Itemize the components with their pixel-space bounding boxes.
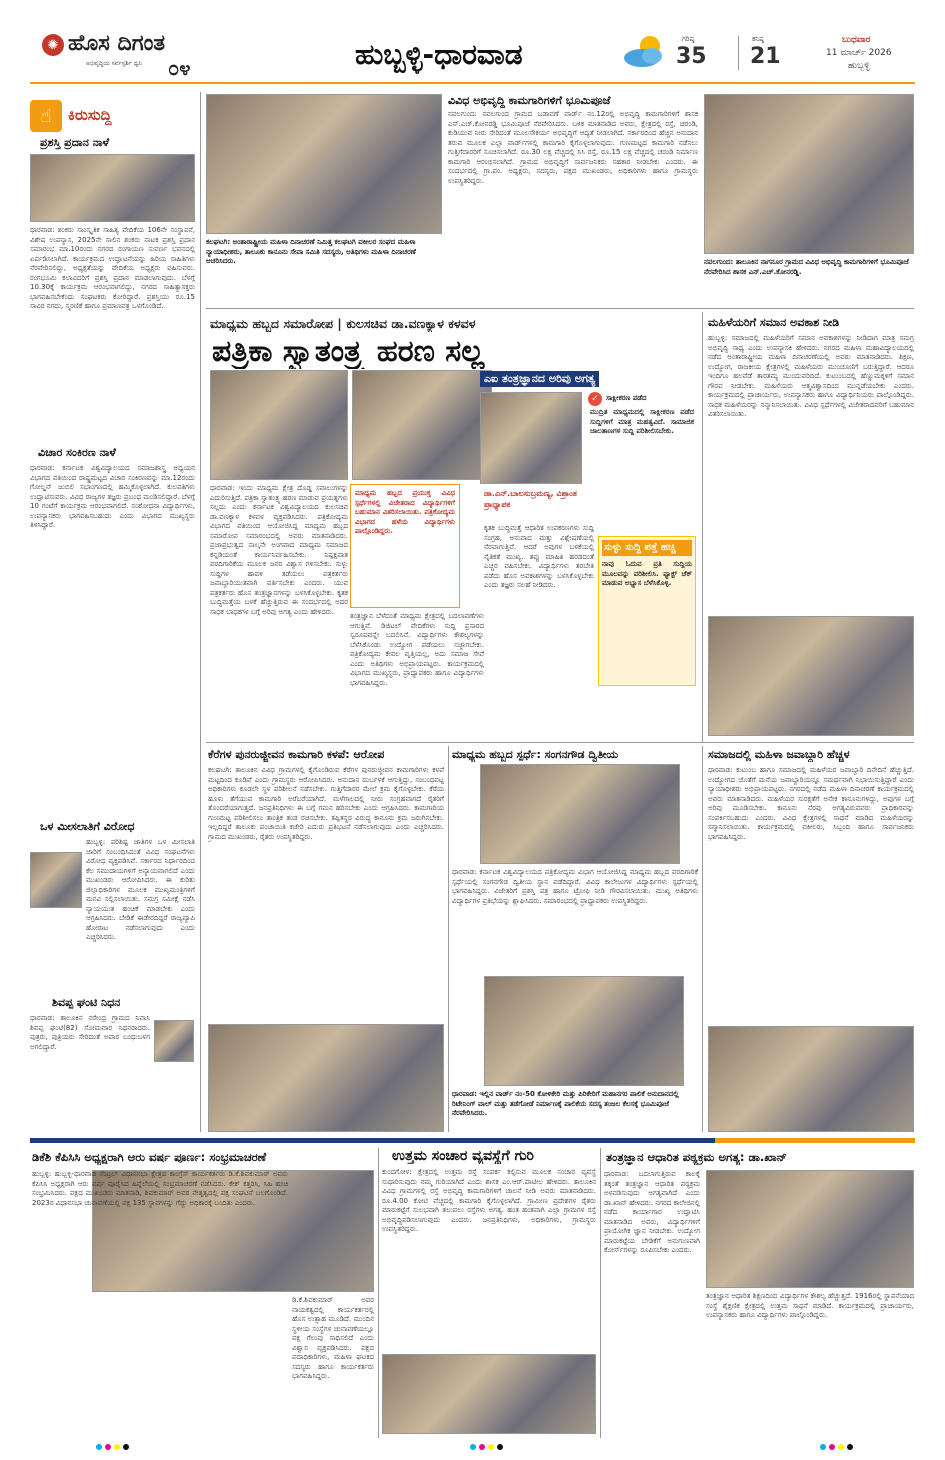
media-fest-photo <box>210 370 348 480</box>
curriculum-body-a: ಧಾರವಾಡ: ಬದಲಾಗುತ್ತಿರುವ ಕಾಲಕ್ಕೆ ತಕ್ಕಂತೆ ತಂತ್ರಜ್ಞಾನ ಆಧಾರಿತ ಪಠ್ಯಕ್ರಮ ಅಳವಡಿಸುವುದು ಅಗತ್ಯವಾಗಿದೆ ಎಂದು ಡಾ.ಖಾನ್ ಹೇಳಿದರು. ನಗರದ ಕಾಲೇಜಿನಲ್ಲಿ ನಡೆದ ಕಾರ್ಯಾಗಾರ ಉದ್ಘಾಟಿಸಿ ಮಾತನಾಡಿದ ಅವರು, ವಿದ್ಯಾರ್ಥಿಗಳಿಗೆ ಪ್ರಾಯೋಗಿಕ ಜ್ಞಾನ ನೀಡಬೇಕು. ಉದ್ಯೋಗ ಮಾರುಕಟ್ಟೆಯ ಬೇಡಿಕೆಗೆ ಅನುಗುಣವಾಗಿ ಕೋರ್ಸ್‌ಗಳನ್ನು ರೂಪಿಸಬೇಕು ಎಂದರು. <box>604 1170 700 1254</box>
badge-label: ಕಿರುಸುದ್ದಿ <box>68 106 112 124</box>
registration-marks-mid <box>470 1444 503 1450</box>
column-divider-right <box>702 312 703 742</box>
megaphone-icon: ☝ <box>30 100 62 132</box>
ai-subhead: ಎಐ ತಂತ್ರಜ್ಞಾನದ ಅರಿವು ಅಗತ್ಯ <box>480 371 599 387</box>
yellow-dot <box>838 1444 844 1450</box>
dks-body-a: ಹುಬ್ಬಳ್ಳಿ: ಹುಬ್ಬಳ್ಳಿ-ಧಾರವಾಡ ಸೆಂಟ್ರಲ್ ವಿಧಾನಸಭಾ ಕ್ಷೇತ್ರದ ಕಾಂಗ್ರೆಸ್ ಕಾರ್ಯಕರ್ತರು ಡಿ.ಕೆ.ಶಿವಕುಮಾರ್ ಅವರು ಕೆಪಿಸಿಸಿ ಅಧ್ಯಕ್ಷರಾಗಿ ಆರು ವರ್ಷ ಪೂರೈಸಿದ ಹಿನ್ನೆಲೆಯಲ್ಲಿ ಸಂಭ್ರಮಾಚರಣೆ ನಡೆಸಿದರು. ಕೇಕ್ ಕತ್ತರಿಸಿ, ಸಿಹಿ ಹಂಚಿ ಸಂಭ್ರಮಿಸಿದರು. ಪಕ್ಷದ ಮುಖಂಡರು ಮಾತನಾಡಿ, ಶಿವಕುಮಾರ್ ಅವರ ನೇತೃತ್ವದಲ್ಲಿ ಪಕ್ಷ ಸಂಘಟನೆ ಬಲಗೊಂಡಿದೆ. 2023ರ ವಿಧಾನಸಭಾ ಚುನಾವಣೆಯಲ್ಲಿ ಪಕ್ಷ 135 ಸ್ಥಾನಗಳನ್ನು ಗೆದ್ದು ಅಧಿಕಾರಕ್ಕೆ ಬಂದಿತು ಎಂದರು. <box>32 1170 288 1207</box>
left-body-4: ಧಾರವಾಡ: ತಾಲೂಕಿನ ನರೇಂದ್ರ ಗ್ರಾಮದ ನಿವಾಸಿ ಶಿವಪ್ಪ ಘಂಟಿ(82) ಸೋಮವಾರ ನಿಧನರಾದರು. ಪುತ್ರರು, ಪುತ್ರಿಯರು ಸೇರಿದಂತೆ ಅಪಾರ ಬಂಧುಬಳಗ ಅಗಲಿದ್ದಾರೆ. <box>30 1014 150 1051</box>
verified-aside <box>586 392 696 484</box>
column-divider-b1 <box>378 1148 379 1438</box>
left-body-1: ಧಾರವಾಡ: ಶಂಕರು ಸಾಂಸ್ಕೃತಿಕ ಸಾಹಿತ್ಯ ವೇದಿಕೆಯ 106ನೇ ಸಂಸ್ಥಾಪನೆ, ವಿಶೇಷ ಉಪನ್ಯಾಸ, 2025ನೇ ಸಾಲಿನ ಶಂಕರು ನಾಟಕ ಪ್ರಶಸ್ತಿ ಪ್ರದಾನ ಸಮಾರಂಭ ಮಾ.10ರಂದು ನಗರದ ರಂಗಾಯಣ ಸುವರ್ಣ ಭವನದಲ್ಲಿ ಏರ್ಪಡಿಸಲಾಗಿದೆ. ಕಾರ್ಯಕ್ರಮದ ಉದ್ಘಾಟನೆಯನ್ನು ಹಿರಿಯ ಸಾಹಿತಿಗಳು ನೆರವೇರಿಸಲಿದ್ದು, ಅಧ್ಯಕ್ಷತೆಯನ್ನು ವೇದಿಕೆಯ ಅಧ್ಯಕ್ಷರು ವಹಿಸುವರು. ರಂಗಭೂಮಿ ಕಲಾವಿದರಿಗೆ ಪ್ರಶಸ್ತಿ ಪ್ರದಾನ ಮಾಡಲಾಗುವುದು. ಬೆಳಗ್ಗೆ 10.30ಕ್ಕೆ ಕಾರ್ಯಕ್ರಮ ಆರಂಭವಾಗಲಿದ್ದು, ನಗರದ ಸಾಹಿತ್ಯಾಸಕ್ತರು ಭಾಗವಹಿಸಬೇಕೆಂದು ಸಂಘಟಕರು ಕೋರಿದ್ದಾರೆ. ಪ್ರಶಸ್ತಿಯು ರೂ.15 ಸಾವಿರ ನಗದು, ಸ್ಮರಣಿಕೆ ಹಾಗೂ ಪ್ರಮಾಣಪತ್ರ ಒಳಗೊಂಡಿದೆ. <box>30 226 195 310</box>
yellow-dot <box>488 1444 494 1450</box>
section-bar-navy <box>30 1138 715 1143</box>
cyan-dot <box>470 1444 476 1450</box>
equality-body: ಹುಬ್ಬಳ್ಳಿ: ಸಮಾಜದಲ್ಲಿ ಮಹಿಳೆಯರಿಗೆ ಸಮಾನ ಅವಕಾಶಗಳನ್ನು ನೀಡಿದಾಗ ಮಾತ್ರ ಸಮಗ್ರ ಅಭಿವೃದ್ಧಿ ಸಾಧ್ಯ ಎಂದು ಉಪನ್ಯಾಸಕಿ ಹೇಳಿದರು. ನಗರದ ಮಹಿಳಾ ಮಹಾವಿದ್ಯಾಲಯದಲ್ಲಿ ನಡೆದ ಅಂತಾರಾಷ್ಟ್ರೀಯ ಮಹಿಳಾ ದಿನಾಚರಣೆಯಲ್ಲಿ ಅವರು ಮಾತನಾಡಿದರು. ಶಿಕ್ಷಣ, ಉದ್ಯೋಗ, ರಾಜಕೀಯ ಕ್ಷೇತ್ರಗಳಲ್ಲಿ ಮಹಿಳೆಯರು ಮುಂಚೂಣಿಗೆ ಬರುತ್ತಿದ್ದಾರೆ. ಆದರೂ ಇಂದಿಗೂ ಹಲವೆಡೆ ತಾರತಮ್ಯ ಮುಂದುವರಿದಿದೆ. ಕುಟುಂಬದಲ್ಲಿ ಹೆಣ್ಣುಮಕ್ಕಳಿಗೆ ಸಮಾನ ಗೌರವ ನೀಡಬೇಕು. ಮಹಿಳೆಯರು ಆತ್ಮವಿಶ್ವಾಸದಿಂದ ಮುನ್ನಡೆಯಬೇಕು ಎಂದರು. ಕಾರ್ಯಕ್ರಮದಲ್ಲಿ ಪ್ರಾಚಾರ್ಯರು, ಉಪನ್ಯಾಸಕರು ಹಾಗೂ ವಿದ್ಯಾರ್ಥಿನಿಯರು ಪಾಲ್ಗೊಂಡಿದ್ದರು. ಸಾಧಕ ಮಹಿಳೆಯರನ್ನು ಸನ್ಮಾನಿಸಲಾಯಿತು. ವಿವಿಧ ಸ್ಪರ್ಧೆಗಳಲ್ಲಿ ವಿಜೇತರಾದವರಿಗೆ ಬಹುಮಾನ ವಿತರಿಸಲಾಯಿತು. <box>708 334 914 418</box>
navalgund-photo <box>704 94 914 254</box>
lead-body-a: ಧಾರವಾಡ: ಇಂದು ಮಾಧ್ಯಮ ಕ್ಷೇತ್ರ ದೊಡ್ಡ ಸವಾಲುಗಳನ್ನು ಎದುರಿಸುತ್ತಿದೆ. ಪತ್ರಿಕಾ ಸ್ವಾತಂತ್ರ್ಯ ಹರಣ ಮಾಡುವ ಪ್ರಯತ್ನಗಳು ಸಲ್ಲದು ಎಂದು ಕರ್ನಾಟಕ ವಿಶ್ವವಿದ್ಯಾಲಯದ ಕುಲಸಚಿವ ಡಾ.ವಣಕ್ಯಾಳ ಕಳವಳ ವ್ಯಕ್ತಪಡಿಸಿದರು. ಪತ್ರಿಕೋದ್ಯಮ ವಿಭಾಗದ ವತಿಯಿಂದ ಆಯೋಜಿಸಿದ್ದ ಮಾಧ್ಯಮ ಹಬ್ಬದ ಸಮಾರೋಪ ಸಮಾರಂಭದಲ್ಲಿ ಅವರು ಮಾತನಾಡಿದರು. ಪ್ರಜಾಪ್ರಭುತ್ವದ ನಾಲ್ಕನೇ ಅಂಗವಾದ ಮಾಧ್ಯಮ ಸಮಾಜದ ಕನ್ನಡಿಯಂತೆ ಕಾರ್ಯನಿರ್ವಹಿಸಬೇಕು. ನಿಷ್ಪಕ್ಷಪಾತ ವರದಿಗಾರಿಕೆಯ ಮೂಲಕ ಜನರ ವಿಶ್ವಾಸ ಗಳಿಸಬೇಕು. ಸುಳ್ಳು ಸುದ್ದಿಗಳ ಹಾವಳಿ ತಡೆಯಲು ಪತ್ರಕರ್ತರು ಜವಾಬ್ದಾರಿಯುತವಾಗಿ ವರ್ತಿಸಬೇಕು ಎಂದರು. ಯುವ ಪತ್ರಕರ್ತರು ಹೊಸ ತಂತ್ರಜ್ಞಾನಗಳನ್ನು ಬಳಸಿಕೊಳ್ಳಬೇಕು. ಕೃತಕ ಬುದ್ಧಿಮತ್ತೆಯ ಬಳಕೆ ಹೆಚ್ಚುತ್ತಿರುವ ಈ ಸಂದರ್ಭದಲ್ಲಿ ಅದರ ಸಾಧಕ ಬಾಧಕಗಳ ಬಗ್ಗೆ ಅರಿವು ಅಗತ್ಯ ಎಂದು ಹೇಳಿದರು. <box>210 484 348 616</box>
ward-caption: ಧಾರವಾಡ: ಇಲ್ಲಿನ ವಾರ್ಡ್ ನಂ-50 ಕೋಳಿಕೇರಿ ಮತ್ತು ಪಿರಿಕೇರಿಗೆ ಮಹಾನಗರ ಪಾಲಿಕೆ ಅನುದಾನದಲ್ಲಿ ರಿಟೇನಿಂಗ್ ವಾಲ್ ಮತ್ತು ತಡೆಗೋಡೆ ನಿರ್ಮಾಣಕ್ಕೆ ಪಾಲಿಕೆಯ ಸದಸ್ಯ ತಂಜಲ ಕೆಲಸಕ್ಕೆ ಭೂಮಿಪೂಜೆ ನೆರವೇರಿಸಿದರು. <box>452 1090 679 1117</box>
issue-day: ಬುಧವಾರ <box>842 35 871 45</box>
left-body-2: ಧಾರವಾಡ: ಕರ್ನಾಟಕ ವಿಶ್ವವಿದ್ಯಾಲಯದ ಸಮಾಜಶಾಸ್ತ್ರ ಅಧ್ಯಯನ ವಿಭಾಗದ ವತಿಯಿಂದ ರಾಷ್ಟ್ರಮಟ್ಟದ ವಿಚಾರ ಸಂಕಿರಣವನ್ನು ಮಾ.12ರಂದು ಗೋಲ್ಡನ್ ಜುಬಿಲಿ ಸಭಾಂಗಣದಲ್ಲಿ ಹಮ್ಮಿಕೊಳ್ಳಲಾಗಿದೆ. ಕುಲಪತಿಗಳು ಉದ್ಘಾಟಿಸುವರು. ವಿವಿಧ ರಾಜ್ಯಗಳ ತಜ್ಞರು ಪ್ರಬಂಧ ಮಂಡಿಸಲಿದ್ದಾರೆ. ಬೆಳಗ್ಗೆ 10 ಗಂಟೆಗೆ ಕಾರ್ಯಕ್ರಮ ಆರಂಭವಾಗಲಿದೆ. ಸಂಶೋಧನಾ ವಿದ್ಯಾರ್ಥಿಗಳು, ಉಪನ್ಯಾಸಕರು ಭಾಗವಹಿಸಬಹುದು ಎಂದು ವಿಭಾಗದ ಮುಖ್ಯಸ್ಥರು ತಿಳಿಸಿದ್ದಾರೆ. <box>30 464 195 529</box>
magenta-dot <box>105 1444 111 1450</box>
aside-text: ಮುದ್ರಿತ ಮಾಧ್ಯಮದಲ್ಲಿ ಸಾಕ್ಷೀಕರಣ ಪಡೆದ ಸುದ್ದಿಗಳಿಗೆ ಮಾತ್ರ ಮಹತ್ವವಿದೆ. ಸಾಮಾಜಿಕ ಜಾಲತಾಣಗಳ ಸುದ್ದಿ ಪರಿಶೀಲಿಸಬೇಕು. <box>590 408 694 435</box>
curriculum-photo <box>706 1170 914 1288</box>
header-rule <box>30 82 915 84</box>
max-temp: 35 <box>676 44 707 69</box>
obituary-photo <box>154 1020 194 1062</box>
womens-day-caption: ಕಲಘಟಗಿ: ಅಂತಾರಾಷ್ಟ್ರೀಯ ಮಹಿಳಾ ದಿನಾಚರಣೆ ನಿಮಿತ್ತ ಕಲಘಟಗಿ ವಕೀಲರ ಸಂಘದ ಮಹಿಳಾ ನ್ಯಾಯಾಧೀಶರು, ತಾಲೂಕು ಕಾನೂನು ಸೇವಾ ಸಮಿತಿ ಸದಸ್ಯರು, ಅತಿಥಿಗಳು ಮಹಿಳಾ ದಿನಾಚರಣೆ ಆಚರಿಸಿದರು. <box>206 238 416 265</box>
lead-body-b: ತಂತ್ರಜ್ಞಾನ ಬೆಳೆದಂತೆ ಮಾಧ್ಯಮ ಕ್ಷೇತ್ರದಲ್ಲಿ ಬದಲಾವಣೆಗಳು ಆಗುತ್ತಿವೆ. ಡಿಜಿಟಲ್ ವೇದಿಕೆಗಳು ಸುದ್ದಿ ಪ್ರಸಾರದ ಸ್ವರೂಪವನ್ನೇ ಬದಲಿಸಿವೆ. ವಿದ್ಯಾರ್ಥಿಗಳು ಕೌಶಲ್ಯಗಳನ್ನು ಬೆಳೆಸಿಕೊಂಡು ಉದ್ಯೋಗ ಪಡೆಯಲು ಸಜ್ಜಾಗಬೇಕು. ಪತ್ರಿಕೋದ್ಯಮ ಕೇವಲ ವೃತ್ತಿಯಲ್ಲ, ಅದು ಸಮಾಜ ಸೇವೆ ಎಂದು ಅತಿಥಿಗಳು ಅಭಿಪ್ರಾಯಪಟ್ಟರು. ಕಾರ್ಯಕ್ರಮದಲ್ಲಿ ವಿಭಾಗದ ಮುಖ್ಯಸ್ಥರು, ಪ್ರಾಧ್ಯಾಪಕರು ಹಾಗೂ ವಿದ್ಯಾರ್ಥಿಗಳು ಭಾಗವಹಿಸಿದ್ದರು. <box>350 612 484 687</box>
lake-photo <box>208 1024 444 1132</box>
registration-marks-left <box>96 1444 129 1450</box>
traffic-headline: ಉತ್ತಮ ಸಂಚಾರ ವ್ಯವಸ್ಥೆಗೆ ಗುರಿ <box>392 1148 534 1164</box>
left-headline-1: ಪ್ರಶಸ್ತಿ ಪ್ರದಾನ ನಾಳೆ <box>40 136 110 149</box>
masthead <box>0 0 945 88</box>
contest-headline: ಮಾಧ್ಯಮ ಹಬ್ಬದ ಸ್ಪರ್ಧೆ: ಸಂಗನಗೌಡ ದ್ವಿತೀಯ <box>452 748 619 761</box>
magenta-dot <box>479 1444 485 1450</box>
left-headline-3: ಒಳ ಮೀಸಲಾತಿಗೆ ವಿರೋಧ <box>40 820 135 833</box>
aside-name: ಡಾ.ಎನ್.ಬಾಲಸುಬ್ರಮಣ್ಯ, ವಿಶ್ರಾಂತ ಪ್ರಾಧ್ಯಾಪಕ <box>484 489 577 509</box>
lead-headline: ಪತ್ರಿಕಾ ಸ್ವಾತಂತ್ರ್ಯ ಹರಣ ಸಲ್ಲ <box>212 334 485 369</box>
issue-city: ಹುಬ್ಬಳ್ಳಿ <box>848 61 870 71</box>
brand-tagline: ಅಭಿವೃದ್ಧಿಯ ಸರ್ವಸ್ಪರ್ಶಿ ಧ್ವನಿ <box>86 60 143 67</box>
cyan-dot <box>96 1444 102 1450</box>
lake-headline: ಕೆರೆಗಳ ಪುನರುಜ್ಜೀವನ ಕಾಮಗಾರಿ ಕಳಪೆ: ಆರೋಪ <box>208 748 385 761</box>
max-temp-label: ಗರಿಷ್ಠ <box>682 35 695 43</box>
curriculum-body-b: ತಂತ್ರಜ್ಞಾನ ಆಧಾರಿತ ಶಿಕ್ಷಣದಿಂದ ವಿದ್ಯಾರ್ಥಿಗಳ ಕೌಶಲ್ಯ ಹೆಚ್ಚುತ್ತದೆ. 1916ರಲ್ಲಿ ಸ್ಥಾಪನೆಯಾದ ಸಂಸ್ಥೆ ಶೈಕ್ಷಣಿಕ ಕ್ಷೇತ್ರದಲ್ಲಿ ಉತ್ತಮ ಸಾಧನೆ ಮಾಡಿದೆ. ಕಾರ್ಯಕ್ರಮದಲ್ಲಿ ಪ್ರಾಚಾರ್ಯರು, ಉಪನ್ಯಾಸಕರು ಹಾಗೂ ವಿದ್ಯಾರ್ಥಿಗಳು ಪಾಲ್ಗೊಂಡಿದ್ದರು. <box>706 1292 914 1319</box>
left-body-3: ಹುಬ್ಬಳ್ಳಿ: ಪರಿಶಿಷ್ಟ ಜಾತಿಗಳ ಒಳ ಮೀಸಲಾತಿ ಜಾರಿಗೆ ಸಂಬಂಧಿಸಿದಂತೆ ವಿವಿಧ ಸಂಘಟನೆಗಳು ವಿರೋಧ ವ್ಯಕ್ತಪಡಿಸಿವೆ. ಸರ್ಕಾರದ ನಿರ್ಧಾರದಿಂದ ಕೆಲ ಸಮುದಾಯಗಳಿಗೆ ಅನ್ಯಾಯವಾಗಲಿದೆ ಎಂದು ಮುಖಂಡರು ಆರೋಪಿಸಿದರು. ಈ ಕುರಿತು ಜಿಲ್ಲಾಧಿಕಾರಿಗಳ ಮೂಲಕ ಮುಖ್ಯಮಂತ್ರಿಗಳಿಗೆ ಮನವಿ ಸಲ್ಲಿಸಲಾಯಿತು. ಸಮಗ್ರ ಸಮೀಕ್ಷೆ ನಡೆಸಿ ನ್ಯಾಯಯುತ ಹಂಚಿಕೆ ಮಾಡಬೇಕು ಎಂದು ಆಗ್ರಹಿಸಿದರು. ಬೇಡಿಕೆ ಈಡೇರದಿದ್ದರೆ ರಾಜ್ಯವ್ಯಾಪಿ ಹೋರಾಟ ನಡೆಸಲಾಗುವುದು ಎಂದು ಎಚ್ಚರಿಸಿದರು. <box>86 838 195 941</box>
brand-logo <box>42 30 222 76</box>
column-divider-b2 <box>600 1148 601 1438</box>
temp-divider <box>738 36 739 70</box>
speaker-photo <box>480 392 582 484</box>
lead-body-c: ಕೃತಕ ಬುದ್ಧಿಮತ್ತೆ ಆಧಾರಿತ ಉಪಕರಣಗಳು ಸುದ್ದಿ ಸಂಗ್ರಹ, ಅನುವಾದ ಮತ್ತು ವಿಶ್ಲೇಷಣೆಯಲ್ಲಿ ನೆರವಾಗುತ್ತಿವೆ. ಆದರೆ ಅವುಗಳ ಬಳಕೆಯಲ್ಲಿ ನೈತಿಕತೆ ಮುಖ್ಯ. ತಪ್ಪು ಮಾಹಿತಿ ಹರಡದಂತೆ ಎಚ್ಚರ ವಹಿಸಬೇಕು. ವಿದ್ಯಾರ್ಥಿಗಳು ತರಬೇತಿ ಪಡೆದು ಹೊಸ ಅವಕಾಶಗಳನ್ನು ಬಳಸಿಕೊಳ್ಳಬೇಕು ಎಂದು ತಜ್ಞರು ಸಲಹೆ ನೀಡಿದರು. <box>484 524 594 589</box>
curriculum-headline: ತಂತ್ರಜ್ಞಾನ ಆಧಾರಿತ ಪಠ್ಯಕ್ರಮ ಅಗತ್ಯ: ಡಾ.ಖಾನ್ <box>606 1150 787 1164</box>
lamp-icon: ✺ <box>42 34 64 56</box>
fake-news-box <box>598 536 696 686</box>
lead-kicker: ಮಾಧ್ಯಮ ಹಬ್ಬದ ಸಮಾರೋಪ | ಕುಲಸಚಿವ ಡಾ.ವಣಕ್ಯಾಳ ಕಳವಳ <box>210 316 476 331</box>
black-dot <box>497 1444 503 1450</box>
lake-body: ಕಲಘಟಗಿ: ತಾಲೂಕಿನ ವಿವಿಧ ಗ್ರಾಮಗಳಲ್ಲಿ ಕೈಗೊಂಡಿರುವ ಕೆರೆಗಳ ಪುನರುಜ್ಜೀವನ ಕಾಮಗಾರಿಗಳು ಕಳಪೆ ಮಟ್ಟದಿಂದ ಕೂಡಿವೆ ಎಂದು ಗ್ರಾಮಸ್ಥರು ಆರೋಪಿಸಿದರು. ಅನುದಾನ ದುರ್ಬಳಕೆ ಆಗುತ್ತಿದ್ದು, ಸಂಬಂಧಪಟ್ಟ ಅಧಿಕಾರಿಗಳು ಕೂಡಲೇ ಸ್ಥಳ ಪರಿಶೀಲನೆ ನಡೆಸಬೇಕು. ಗುತ್ತಿಗೆದಾರರ ಮೇಲೆ ಕ್ರಮ ಕೈಗೊಳ್ಳಬೇಕು. ಕೆರೆಯ ಹೂಳು ತೆಗೆಯುವ ಕಾಮಗಾರಿ ಅರೆಬರೆಯಾಗಿದೆ. ಮಳೆಗಾಲದಲ್ಲಿ ನೀರು ಸಂಗ್ರಹವಾಗದೆ ರೈತರಿಗೆ ತೊಂದರೆಯಾಗುತ್ತದೆ. ಜನಪ್ರತಿನಿಧಿಗಳು ಈ ಬಗ್ಗೆ ಗಮನ ಹರಿಸಬೇಕು ಎಂದು ಆಗ್ರಹಿಸಿದರು. ಕಾಮಗಾರಿಯ ಗುಣಮಟ್ಟ ಪರಿಶೀಲಿಸಲು ತಾಂತ್ರಿಕ ತಂಡ ರಚಿಸಬೇಕು. ತಪ್ಪಿತಸ್ಥರ ವಿರುದ್ಧ ಕಾನೂನು ಕ್ರಮ ಜರುಗಿಸಬೇಕು. ಇಲ್ಲದಿದ್ದರೆ ತಾಲೂಕು ಪಂಚಾಯಿತಿ ಕಚೇರಿ ಎದುರು ಪ್ರತಿಭಟನೆ ನಡೆಸಲಾಗುವುದು ಎಂದು ಎಚ್ಚರಿಸಿದರು. ಗ್ರಾಮದ ಮುಖಂಡರು, ರೈತರು ಉಪಸ್ಥಿತರಿದ್ದರು. <box>208 766 444 841</box>
womens-day-photo <box>206 94 442 234</box>
equality-photo <box>708 616 914 736</box>
aside-label: ಸಾಕ್ಷೀಕರಣ ಪಡೆದ <box>606 394 647 402</box>
section-bar-orange <box>715 1138 915 1143</box>
black-dot <box>123 1444 129 1450</box>
row-divider-2 <box>206 742 914 743</box>
partly-cloudy-icon <box>620 32 668 72</box>
ai-subhead-box <box>480 370 696 388</box>
column-divider <box>200 92 201 1132</box>
responsibility-body: ಧಾರವಾಡ: ಕುಟುಂಬ ಹಾಗೂ ಸಮಾಜದಲ್ಲಿ ಮಹಿಳೆಯರ ಜವಾಬ್ದಾರಿ ದಿನೇದಿನೆ ಹೆಚ್ಚುತ್ತಿದೆ. ಉದ್ಯೋಗದ ಜೊತೆಗೆ ಮನೆಯ ಜವಾಬ್ದಾರಿಯನ್ನೂ ಸಮರ್ಥವಾಗಿ ನಿಭಾಯಿಸುತ್ತಿದ್ದಾರೆ ಎಂದು ನ್ಯಾಯಾಧೀಶರು ಅಭಿಪ್ರಾಯಪಟ್ಟರು. ನಗರದಲ್ಲಿ ನಡೆದ ಮಹಿಳಾ ದಿನಾಚರಣೆ ಕಾರ್ಯಕ್ರಮದಲ್ಲಿ ಅವರು ಮಾತನಾಡಿದರು. ಮಹಿಳೆಯರ ಸುರಕ್ಷತೆಗೆ ಅನೇಕ ಕಾನೂನುಗಳಿದ್ದು, ಅವುಗಳ ಬಗ್ಗೆ ಅರಿವು ಮೂಡಿಸಬೇಕು. ಕಾನೂನು ನೆರವು ಅಗತ್ಯವಿರುವವರು ಪ್ರಾಧಿಕಾರವನ್ನು ಸಂಪರ್ಕಿಸಬಹುದು ಎಂದರು. ವಿವಿಧ ಕ್ಷೇತ್ರಗಳಲ್ಲಿ ಸಾಧನೆ ಮಾಡಿದ ಮಹಿಳೆಯರನ್ನು ಸನ್ಮಾನಿಸಲಾಯಿತು. ಕಾರ್ಯಕ್ರಮದಲ್ಲಿ ವಕೀಲರು, ಸಿಬ್ಬಂದಿ ಹಾಗೂ ಸಾರ್ವಜನಿಕರು ಭಾಗವಹಿಸಿದ್ದರು. <box>708 766 914 841</box>
bhoomipooja-body: ನವಲಗುಂದ: ನವಲಗುಂದ ಗ್ರಾಮದ ಬಡಾವಣೆ ವಾರ್ಡ್ ನಂ.12ರಲ್ಲಿ ಅಭಿವೃದ್ಧಿ ಕಾಮಗಾರಿಗಳಿಗೆ ಶಾಸಕ ಎನ್.ಎಚ್.ಕೋನರಡ್ಡಿ ಭೂಮಿಪೂಜೆ ನೆರವೇರಿಸಿದರು. ಬಳಿಕ ಮಾತನಾಡಿದ ಅವರು, ಕ್ಷೇತ್ರದಲ್ಲಿ ರಸ್ತೆ, ಚರಂಡಿ, ಕುಡಿಯುವ ನೀರು ಸೇರಿದಂತೆ ಮೂಲಸೌಕರ್ಯ ಅಭಿವೃದ್ಧಿಗೆ ಆದ್ಯತೆ ನೀಡಲಾಗಿದೆ. ಸರ್ಕಾರದಿಂದ ಹೆಚ್ಚಿನ ಅನುದಾನ ತರುವ ಮೂಲಕ ಎಲ್ಲಾ ವಾರ್ಡ್‌ಗಳಲ್ಲಿ ಕಾಮಗಾರಿ ಕೈಗೊಳ್ಳಲಾಗುವುದು. ಗುಣಮಟ್ಟದ ಕಾಮಗಾರಿ ನಡೆಸಲು ಗುತ್ತಿಗೆದಾರರಿಗೆ ಸೂಚಿಸಲಾಗಿದೆ. ರೂ.30 ಲಕ್ಷ ವೆಚ್ಚದಲ್ಲಿ ಸಿಸಿ ರಸ್ತೆ, ರೂ.15 ಲಕ್ಷ ವೆಚ್ಚದಲ್ಲಿ ಚರಂಡಿ ನಿರ್ಮಾಣ ಕಾಮಗಾರಿ ಆರಂಭಿಸಲಾಗಿದೆ. ಗ್ರಾಮದ ಅಭಿವೃದ್ಧಿಗೆ ಸಾರ್ವಜನಿಕರು ಸಹಕಾರ ನೀಡಬೇಕು ಎಂದರು. ಈ ಸಂದರ್ಭದಲ್ಲಿ ಗ್ರಾ.ಪಂ. ಅಧ್ಯಕ್ಷರು, ಸದಸ್ಯರು, ಪಕ್ಷದ ಮುಖಂಡರು, ಅಧಿಕಾರಿಗಳು ಹಾಗೂ ಗ್ರಾಮಸ್ಥರು ಉಪಸ್ಥಿತರಿದ್ದರು. <box>448 110 698 185</box>
media-fest-stage-photo <box>352 370 492 480</box>
ward-photo <box>484 976 684 1086</box>
responsibility-photo <box>708 1026 914 1132</box>
min-temp: 21 <box>750 44 781 69</box>
contest-photo <box>480 764 680 864</box>
lead-quote: ಮಾಧ್ಯಮ ಹಬ್ಬದ ಪ್ರಯುಕ್ತ ವಿವಿಧ ಸ್ಪರ್ಧೆಗಳಲ್ಲಿ ವಿಜೇತರಾದ ವಿದ್ಯಾರ್ಥಿಗಳಿಗೆ ಬಹುಮಾನ ವಿತರಿಸಲಾಯಿತು. ಪತ್ರಿಕೋದ್ಯಮ ವಿಭಾಗದ ಹಳೆಯ ವಿದ್ಯಾರ್ಥಿಗಳು ಪಾಲ್ಗೊಂಡಿದ್ದರು. <box>355 489 455 535</box>
min-temp-label: ಕನಿಷ್ಠ <box>752 35 764 43</box>
fake-news-text: ನಾವು ಓದುವ ಪ್ರತಿ ಸುದ್ದಿಯ ಮೂಲವನ್ನು ಪರಿಶೀಲಿಸಿ. ಫ್ಯಾಕ್ಟ್ ಚೆಕ್ ಮಾಡುವ ಅಭ್ಯಾಸ ಬೆಳೆಸಿಕೊಳ್ಳಿ. <box>602 560 692 587</box>
section-bar <box>30 1138 915 1143</box>
magenta-dot <box>829 1444 835 1450</box>
bhoomipooja-headline: ವಿವಿಧ ಅಭಿವೃದ್ಧಿ ಕಾಮಗಾರಿಗಳಿಗೆ ಭೂಮಿಪೂಜೆ <box>448 94 611 107</box>
navalgund-caption: ನವಲಗುಂದ: ತಾಲೂಕಿನ ನಾಗನೂರ ಗ್ರಾಮದ ವಿವಿಧ ಅಭಿವೃದ್ಧಿ ಕಾಮಗಾರಿಗಳಿಗೆ ಭೂಮಿಪೂಜೆ ನೆರವೇರಿಸಿದ ಶಾಸಕ ಎನ್.ಎಚ್.ಕೋನರಡ್ಡಿ. <box>704 258 909 276</box>
column-divider-mid <box>448 746 449 1132</box>
dks-body-b: ಡಿ.ಕೆ.ಶಿವಕುಮಾರ್ ಅವರ ನಾಯಕತ್ವದಲ್ಲಿ ಕಾರ್ಯಕರ್ತರಲ್ಲಿ ಹೊಸ ಉತ್ಸಾಹ ಮೂಡಿದೆ. ಮುಂದಿನ ಸ್ಥಳೀಯ ಸಂಸ್ಥೆಗಳ ಚುನಾವಣೆಯಲ್ಲೂ ಪಕ್ಷ ಗೆಲುವು ಸಾಧಿಸಲಿದೆ ಎಂದು ವಿಶ್ವಾಸ ವ್ಯಕ್ತಪಡಿಸಿದರು. ಪಕ್ಷದ ಪದಾಧಿಕಾರಿಗಳು, ಮಹಿಳಾ ಘಟಕದ ಸದಸ್ಯರು ಹಾಗೂ ಕಾರ್ಯಕರ್ತರು ಭಾಗವಹಿಸಿದ್ದರು. <box>292 1296 374 1380</box>
responsibility-headline: ಸಮಾಜದಲ್ಲಿ ಮಹಿಳಾ ಜವಾಬ್ದಾರಿ ಹೆಚ್ಚಳ <box>708 748 850 761</box>
traffic-photo <box>382 1354 596 1434</box>
left-headline-2: ವಿಚಾರ ಸಂಕಿರಣ ನಾಳೆ <box>38 446 116 459</box>
edition-title: ಹುಬ್ಬಳ್ಳಿ-ಧಾರವಾಡ <box>355 38 523 71</box>
issue-date: 11 ಮಾರ್ಚ್ 2026 <box>826 48 892 58</box>
column-divider-mid2 <box>702 746 703 1132</box>
black-dot <box>847 1444 853 1450</box>
fake-news-label: ಸುಳ್ಳು ಸುದ್ದಿ ಪತ್ತೆ ಹಚ್ಚಿ <box>602 540 692 556</box>
verified-icon: ✓ <box>588 392 602 406</box>
registration-marks-right <box>820 1444 853 1450</box>
left-column <box>30 92 197 1142</box>
cyan-dot <box>820 1444 826 1450</box>
brand-name: ಹೊಸ ದಿಗಂತ <box>68 30 166 56</box>
traffic-body: ಕುಂದಗೋಳ: ಕ್ಷೇತ್ರದಲ್ಲಿ ಉತ್ತಮ ರಸ್ತೆ ಸಂಪರ್ಕ ಕಲ್ಪಿಸುವ ಮೂಲಕ ಸಂಚಾರ ವ್ಯವಸ್ಥೆ ಸುಧಾರಿಸುವುದು ನಮ್ಮ ಗುರಿಯಾಗಿದೆ ಎಂದು ಶಾಸಕ ಎಂ.ಆರ್.ಪಾಟೀಲ ಹೇಳಿದರು. ತಾಲೂಕಿನ ವಿವಿಧ ಗ್ರಾಮಗಳಲ್ಲಿ ರಸ್ತೆ ಅಭಿವೃದ್ಧಿ ಕಾಮಗಾರಿಗಳಿಗೆ ಚಾಲನೆ ನೀಡಿ ಅವರು ಮಾತನಾಡಿದರು. ರೂ.4.00 ಕೋಟಿ ವೆಚ್ಚದಲ್ಲಿ ಕಾಮಗಾರಿ ಕೈಗೊಳ್ಳಲಾಗಿದೆ. ಗ್ರಾಮೀಣ ಪ್ರದೇಶಗಳ ರೈತರು ಮಾರುಕಟ್ಟೆಗೆ ಸುಲಭವಾಗಿ ತಲುಪಲು ರಸ್ತೆಗಳು ಅಗತ್ಯ. ಹಂತ ಹಂತವಾಗಿ ಎಲ್ಲಾ ಗ್ರಾಮಗಳ ರಸ್ತೆ ಅಭಿವೃದ್ಧಿಪಡಿಸಲಾಗುವುದು ಎಂದರು. ಜನಪ್ರತಿನಿಧಿಗಳು, ಅಧಿಕಾರಿಗಳು, ಗ್ರಾಮಸ್ಥರು ಉಪಸ್ಥಿತರಿದ್ದರು. <box>382 1168 596 1233</box>
lead-quote-box <box>350 484 460 608</box>
award-photo <box>30 154 195 222</box>
left-headline-4: ಶಿವಪ್ಪ ಘಂಟಿ ನಿಧನ <box>52 996 121 1009</box>
page-number: ೦೪ <box>168 56 191 80</box>
dks-headline: ಡಿಕೆಶಿ ಕೆಪಿಸಿಸಿ ಅಧ್ಯಕ್ಷರಾಗಿ ಆರು ವರ್ಷ ಪೂರ್ಣ: ಸಂಭ್ರಮಾಚರಣೆ <box>32 1150 267 1164</box>
yellow-dot <box>114 1444 120 1450</box>
contest-body: ಧಾರವಾಡ: ಕರ್ನಾಟಕ ವಿಶ್ವವಿದ್ಯಾಲಯದ ಪತ್ರಿಕೋದ್ಯಮ ವಿಭಾಗ ಆಯೋಜಿಸಿದ್ದ ಮಾಧ್ಯಮ ಹಬ್ಬದ ವರದಿಗಾರಿಕೆ ಸ್ಪರ್ಧೆಯಲ್ಲಿ ಸಂಗನಗೌಡ ದ್ವಿತೀಯ ಸ್ಥಾನ ಪಡೆದಿದ್ದಾರೆ. ವಿವಿಧ ಕಾಲೇಜುಗಳ ವಿದ್ಯಾರ್ಥಿಗಳು ಸ್ಪರ್ಧೆಯಲ್ಲಿ ಭಾಗವಹಿಸಿದ್ದರು. ವಿಜೇತರಿಗೆ ಪ್ರಶಸ್ತಿ ಪತ್ರ ಹಾಗೂ ಟ್ರೋಫಿ ನೀಡಿ ಗೌರವಿಸಲಾಯಿತು. ಮುಖ್ಯ ಅತಿಥಿಗಳು ವಿದ್ಯಾರ್ಥಿಗಳ ಪ್ರತಿಭೆಯನ್ನು ಶ್ಲಾಘಿಸಿದರು. ಸಮಾರಂಭದಲ್ಲಿ ಪ್ರಾಧ್ಯಾಪಕರು ಉಪಸ್ಥಿತರಿದ್ದರು. <box>452 868 698 905</box>
equality-headline: ಮಹಿಳೆಯರಿಗೆ ಸಮಾನ ಅವಕಾಶ ನೀಡಿ <box>708 316 840 329</box>
kirusuddi-badge <box>30 100 190 132</box>
row-divider-1 <box>206 308 914 309</box>
